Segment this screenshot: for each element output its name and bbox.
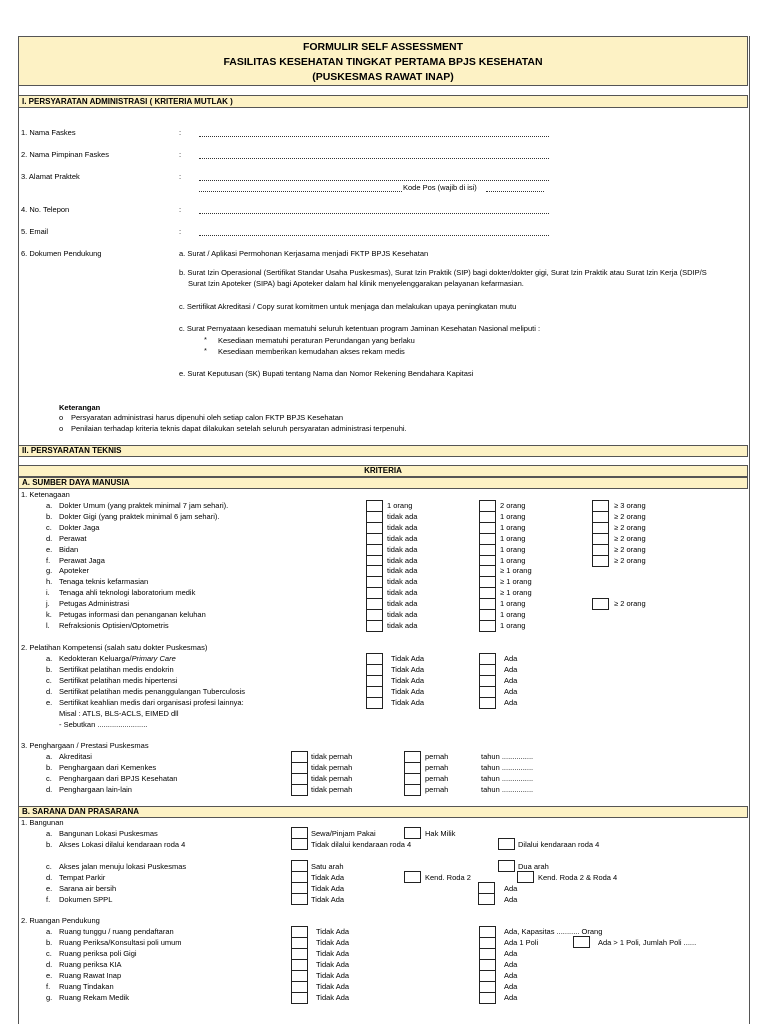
bangunan-a-label: Bangunan Lokasi Puskesmas	[59, 829, 158, 838]
colon: :	[179, 150, 182, 159]
staff-role: Bidan	[59, 544, 79, 554]
training-option-tidak: Tidak Ada	[391, 654, 425, 663]
staff-role: Dokter Gigi (yang praktek minimal 6 jam sehari).	[59, 511, 220, 521]
form-subtitle: FASILITAS KESEHATAN TINGKAT PERTAMA BPJS KESEHATAN	[223, 56, 543, 68]
training-label	[59, 698, 244, 708]
kode-pos-label: Kode Pos (wajib di isi)	[403, 183, 477, 192]
award-label: Penghargaan lain-lain	[59, 785, 132, 794]
staff-option-2: 2 orang	[500, 501, 526, 510]
award-option-pernah: pernah	[425, 774, 449, 783]
room-letter: g.	[46, 993, 53, 1002]
checkbox-sppl-ada[interactable]	[478, 893, 495, 905]
room-label: Ruang tunggu / ruang pendaftaran	[59, 927, 174, 936]
staff-role: Dokter Umum (yang praktek minimal 7 jam sehari).	[59, 501, 229, 510]
staff-role: Perawat	[59, 533, 87, 543]
award-letter: c.	[46, 774, 52, 783]
ket-marker: o	[59, 413, 64, 422]
training-letter: d.	[46, 687, 53, 696]
option-sewa: Sewa/Pinjam Pakai	[311, 829, 376, 838]
staff-option-2: 1 orang	[500, 555, 526, 565]
bangunan-b-label: Akses Lokasi dilalui kendaraan roda 4	[59, 840, 186, 849]
field-nama-faskes-label: 1. Nama Faskes	[21, 128, 76, 137]
staff-checkbox-3[interactable]	[592, 598, 609, 610]
ruangan-title: 2. Ruangan Pendukung	[21, 916, 100, 925]
award-label: Akreditasi	[59, 752, 92, 761]
option-dua-arah: Dua arah	[518, 862, 549, 871]
staff-option-3: ≥ 2 orang	[614, 555, 646, 565]
bangunan-d-letter: d.	[46, 873, 53, 882]
form-subtitle-2: (PUSKESMAS RAWAT INAP)	[312, 71, 454, 83]
bangunan-c-label: Akses jalan menuju lokasi Puskesmas	[59, 862, 187, 871]
field-nama-pimpinan-input[interactable]	[199, 158, 549, 159]
room-checkbox-ada[interactable]	[479, 992, 496, 1004]
training-checkbox-ada[interactable]	[479, 697, 496, 709]
pelatihan-title: 2. Pelatihan Kompetensi (salah satu dokter Puskesmas)	[21, 643, 208, 652]
award-tahun[interactable]: tahun ...............	[481, 774, 534, 783]
training-label	[59, 676, 177, 686]
ket-2: Penilaian terhadap kriteria teknis dapat dilakukan setelah seluruh persyaratan administrasi terpenuhi.	[71, 424, 407, 433]
doc-c-1: c. Sertifikat Akreditasi / Copy surat komitmen untuk menjaga dan melakukan upaya peningkatan mutu	[179, 302, 517, 311]
staff-option-2: ≥ 1 orang	[500, 577, 532, 587]
staff-role: Petugas Administrasi	[59, 599, 130, 609]
dokumen-label: 6. Dokumen Pendukung	[21, 249, 102, 258]
bangunan-e-letter: e.	[46, 884, 53, 893]
award-checkbox-pernah[interactable]	[404, 784, 421, 796]
doc-a: a. Surat / Aplikasi Permohonan Kerjasama menjadi FKTP BPJS Kesehatan	[179, 249, 429, 258]
field-kode-pos-input[interactable]	[486, 191, 544, 192]
award-option-pernah: pernah	[425, 763, 449, 772]
staff-option-1: tidak ada	[387, 522, 418, 532]
field-telepon-label: 4. No. Telepon	[21, 205, 70, 214]
staff-option-2: 1 orang	[500, 533, 526, 543]
staff-option-2: 1 orang	[500, 511, 526, 521]
staff-option-1: tidak ada	[387, 566, 418, 576]
staff-role: Petugas informasi dan penanganan keluhan	[59, 610, 206, 619]
room-letter: f.	[46, 982, 51, 991]
staff-letter: e.	[46, 544, 53, 554]
staff-role: Tenaga ahli teknologi laboratorium medik	[59, 588, 196, 598]
room-option-tidak: Tidak Ada	[316, 949, 350, 958]
staff-option-2: 1 orang	[500, 599, 526, 609]
room-label: Ruang Periksa/Konsultasi poli umum	[59, 938, 182, 947]
option-sppl-tidak: Tidak Ada	[311, 895, 345, 904]
room-letter: a.	[46, 927, 53, 936]
doc-c-2b: Kesediaan memberikan kemudahan akses rekam medis	[218, 347, 405, 356]
room-option-tidak: Tidak Ada	[316, 960, 350, 969]
staff-letter: l.	[46, 620, 50, 630]
staff-checkbox-3[interactable]	[592, 555, 609, 567]
room-option-ada: Ada	[504, 971, 518, 980]
staff-letter: i.	[46, 588, 50, 598]
kriteria-header: KRITERIA	[18, 465, 748, 477]
award-option-tidak: tidak pernah	[311, 752, 353, 761]
checkbox-dua-arah[interactable]	[498, 860, 515, 872]
award-tahun[interactable]: tahun ...............	[481, 763, 534, 772]
staff-role: Apoteker	[59, 566, 90, 576]
option-parkir-tidak: Tidak Ada	[311, 873, 345, 882]
staff-letter: c.	[46, 522, 52, 532]
ketenagaan-title: 1. Ketenagaan	[21, 490, 70, 499]
form-header	[18, 36, 748, 86]
pelatihan-sebutkan[interactable]: - Sebutkan ........................	[59, 720, 148, 729]
training-option-ada: Ada	[504, 676, 518, 685]
training-letter: a.	[46, 654, 53, 663]
option-roda-2: Kend. Roda 2	[425, 873, 471, 882]
option-hak-milik: Hak Milik	[425, 829, 456, 838]
room-letter: d.	[46, 960, 53, 969]
training-label	[59, 665, 174, 675]
field-nama-faskes-input[interactable]	[199, 136, 549, 137]
field-alamat-input-2[interactable]	[199, 191, 402, 192]
option-air-ada: Ada	[504, 884, 518, 893]
training-name: Sertifikat pelatihan medis hipertensi	[59, 676, 178, 685]
room-option-ada: Ada	[504, 982, 518, 991]
staff-role: Dokter Jaga	[59, 522, 100, 532]
training-letter: b.	[46, 665, 53, 674]
award-label: Penghargaan dari BPJS Kesehatan	[59, 774, 178, 783]
bangunan-b-letter: b.	[46, 840, 53, 849]
colon: :	[179, 205, 182, 214]
staff-letter: f.	[46, 555, 51, 565]
doc-b-2: Surat Izin Apoteker (SIPA) bagi Apoteker dalam hal klinik menyelenggarakan pelayanan kefarmasian.	[188, 279, 524, 288]
option-satu-arah: Satu arah	[311, 862, 344, 871]
award-tahun[interactable]: tahun ...............	[481, 785, 534, 794]
field-nama-pimpinan-label: 2. Nama Pimpinan Faskes	[21, 150, 109, 159]
room-label: Ruang Tindakan	[59, 982, 114, 991]
room-checkbox-tidak[interactable]	[291, 992, 308, 1004]
award-option-tidak: tidak pernah	[311, 763, 353, 772]
award-tahun[interactable]: tahun ...............	[481, 752, 534, 761]
checkbox-roda-2[interactable]	[404, 871, 421, 883]
room-option-ada: Ada, Kapasitas ........... Orang	[504, 927, 603, 936]
staff-option-1: tidak ada	[387, 599, 418, 609]
staff-option-2: 1 orang	[500, 522, 526, 532]
award-letter: d.	[46, 785, 53, 794]
field-email-input[interactable]	[199, 235, 549, 236]
staff-option-1: tidak ada	[387, 511, 418, 521]
award-letter: b.	[46, 763, 53, 772]
training-label	[59, 687, 245, 697]
colon: :	[179, 227, 182, 236]
ket-1: Persyaratan administrasi harus dipenuhi oleh setiap calon FKTP BPJS Kesehatan	[71, 413, 344, 422]
option-sppl-ada: Ada	[504, 895, 518, 904]
award-option-pernah: pernah	[425, 785, 449, 794]
training-checkbox-tidak[interactable]	[366, 697, 383, 709]
training-label	[59, 654, 176, 664]
field-alamat-label: 3. Alamat Praktek	[21, 172, 80, 181]
training-name: Sertifikat keahlian medis dari organisasi profesi lainnya:	[59, 698, 244, 707]
staff-checkbox-2[interactable]	[479, 620, 496, 632]
staff-letter: d.	[46, 533, 53, 543]
checkbox-hak-milik[interactable]	[404, 827, 421, 839]
room-label: Ruang Rawat Inap	[59, 971, 122, 980]
staff-option-2: ≥ 1 orang	[500, 566, 532, 576]
training-option-tidak: Tidak Ada	[391, 665, 425, 674]
staff-letter: b.	[46, 511, 53, 521]
option-poli-lebih: Ada > 1 Poli, Jumlah Poli ......	[598, 938, 697, 947]
sdm-header: A. SUMBER DAYA MANUSIA	[18, 477, 748, 489]
room-option-tidak: Tidak Ada	[316, 938, 350, 947]
staff-option-1: tidak ada	[387, 588, 418, 598]
colon: :	[179, 128, 182, 137]
penghargaan-title: 3. Penghargaan / Prestasi Puskesmas	[21, 741, 149, 750]
staff-option-2: 1 orang	[500, 544, 526, 554]
staff-option-3: ≥ 2 orang	[614, 522, 646, 532]
staff-role: Perawat Jaga	[59, 555, 105, 565]
award-letter: a.	[46, 752, 53, 761]
staff-letter: a.	[46, 501, 53, 510]
field-telepon-input[interactable]	[199, 213, 549, 214]
award-checkbox-tidak[interactable]	[291, 784, 308, 796]
room-option-ada: Ada 1 Poli	[504, 938, 539, 947]
room-letter: e.	[46, 971, 53, 980]
staff-option-1: tidak ada	[387, 533, 418, 543]
staff-option-2: ≥ 1 orang	[500, 588, 532, 598]
training-option-ada: Ada	[504, 654, 518, 663]
checkbox-dilalui[interactable]	[498, 838, 515, 850]
field-email-label: 5. Email	[21, 227, 49, 236]
bangunan-d-label: Tempat Parkir	[59, 873, 106, 882]
training-letter: c.	[46, 676, 52, 685]
staff-option-1: tidak ada	[387, 555, 418, 565]
form-title: FORMULIR SELF ASSESSMENT	[302, 41, 464, 53]
training-option-tidak: Tidak Ada	[391, 676, 425, 685]
staff-option-3: ≥ 3 orang	[614, 501, 646, 510]
bangunan-e-label: Sarana air bersih	[59, 884, 117, 893]
training-option-tidak: Tidak Ada	[391, 687, 425, 696]
room-option-ada: Ada	[504, 949, 518, 958]
training-option-tidak: Tidak Ada	[391, 698, 425, 707]
award-option-pernah: pernah	[425, 752, 449, 761]
room-letter: b.	[46, 938, 53, 947]
bangunan-c-letter: c.	[46, 862, 52, 871]
room-option-tidak: Tidak Ada	[316, 993, 350, 1002]
doc-e: e. Surat Keputusan (SK) Bupati tentang Nama dan Nomor Rekening Bendahara Kapitasi	[179, 369, 474, 378]
staff-option-1: tidak ada	[387, 620, 418, 630]
staff-role: Refraksionis Optisien/Optometris	[59, 620, 169, 630]
training-name: Sertifikat pelatihan medis endokrin	[59, 665, 174, 674]
room-letter: c.	[46, 949, 52, 958]
room-option-ada: Ada	[504, 993, 518, 1002]
training-option-ada: Ada	[504, 665, 518, 674]
sarana-header: B. SARANA DAN PRASARANA	[18, 806, 748, 818]
staff-option-2: 1 orang	[500, 620, 526, 630]
staff-option-1: tidak ada	[387, 610, 418, 619]
option-roda-2-4: Kend. Roda 2 & Roda 4	[538, 873, 618, 882]
staff-letter: g.	[46, 566, 53, 576]
award-option-tidak: tidak pernah	[311, 774, 353, 783]
room-option-tidak: Tidak Ada	[316, 927, 350, 936]
bangunan-f-label: Dokumen SPPL	[59, 895, 113, 904]
bullet: *	[204, 335, 207, 344]
checkbox-poli-lebih[interactable]	[573, 936, 590, 948]
room-option-ada: Ada	[504, 960, 518, 969]
section-2-title: II. PERSYARATAN TEKNIS	[18, 445, 748, 457]
staff-letter: h.	[46, 577, 53, 587]
checkbox-tidak-dilalui[interactable]	[291, 838, 308, 850]
option-air-tidak: Tidak Ada	[311, 884, 345, 893]
room-label: Ruang periksa KIA	[59, 960, 122, 969]
staff-option-3: ≥ 2 orang	[614, 511, 646, 521]
staff-option-3: ≥ 2 orang	[614, 533, 646, 543]
field-alamat-input[interactable]	[199, 180, 549, 181]
staff-letter: k.	[46, 610, 52, 619]
training-option-ada: Ada	[504, 698, 518, 707]
training-letter: e.	[46, 698, 53, 707]
checkbox-roda-2-4[interactable]	[517, 871, 534, 883]
room-label: Ruang periksa poli Gigi	[59, 949, 137, 958]
ket-marker: o	[59, 424, 64, 433]
option-dilalui: Dilalui kendaraan roda 4	[518, 840, 600, 849]
training-name: Sertifikat pelatihan medis penanggulangan Tuberculosis	[59, 687, 245, 696]
doc-b-1: b. Surat Izin Operasional (Sertifikat Standar Usaha Puskesmas), Surat Izin Praktik (SIP) bagi dokter/dokter gigi, Surat Izin Praktik atau Surat Izin Kerja (SDIP/S	[179, 268, 707, 277]
room-option-tidak: Tidak Ada	[316, 982, 350, 991]
bangunan-f-letter: f.	[46, 895, 51, 904]
section-1-title: I. PERSYARATAN ADMINISTRASI ( KRITERIA MUTLAK )	[18, 95, 748, 108]
checkbox-sppl-tidak[interactable]	[291, 893, 308, 905]
bangunan-a-letter: a.	[46, 829, 53, 838]
bangunan-title: 1. Bangunan	[21, 818, 64, 827]
staff-option-3: ≥ 2 orang	[614, 599, 646, 609]
room-option-tidak: Tidak Ada	[316, 971, 350, 980]
staff-option-1: tidak ada	[387, 577, 418, 587]
keterangan-title: Keterangan	[59, 403, 101, 412]
staff-option-1: 1 orang	[387, 501, 413, 510]
doc-c-2a: Kesediaan mematuhi peraturan Perundangan yang berlaku	[218, 336, 415, 345]
award-option-tidak: tidak pernah	[311, 785, 353, 794]
option-tidak-dilalui: Tidak dilalui kendaraan roda 4	[311, 840, 412, 849]
training-name-italic: Primary Care	[131, 654, 176, 663]
colon: :	[179, 172, 182, 181]
staff-option-1: tidak ada	[387, 544, 418, 554]
pelatihan-misal: Misal : ATLS, BLS-ACLS, EIMED dll	[59, 709, 179, 718]
doc-c-2: c. Surat Pernyataan kesediaan mematuhi seluruh ketentuan program Jaminan Kesehatan Nasional meliputi :	[179, 324, 541, 333]
award-label: Penghargaan dari Kemenkes	[59, 763, 157, 772]
bullet: *	[204, 346, 207, 355]
training-option-ada: Ada	[504, 687, 518, 696]
staff-checkbox-1[interactable]	[366, 620, 383, 632]
staff-letter: j.	[46, 599, 50, 609]
training-name: Kedokteran Keluarga/	[59, 654, 132, 663]
staff-role: Tenaga teknis kefarmasian	[59, 577, 149, 587]
room-label: Ruang Rekam Medik	[59, 993, 130, 1002]
staff-option-3: ≥ 2 orang	[614, 544, 646, 554]
staff-option-2: 1 orang	[500, 610, 526, 619]
